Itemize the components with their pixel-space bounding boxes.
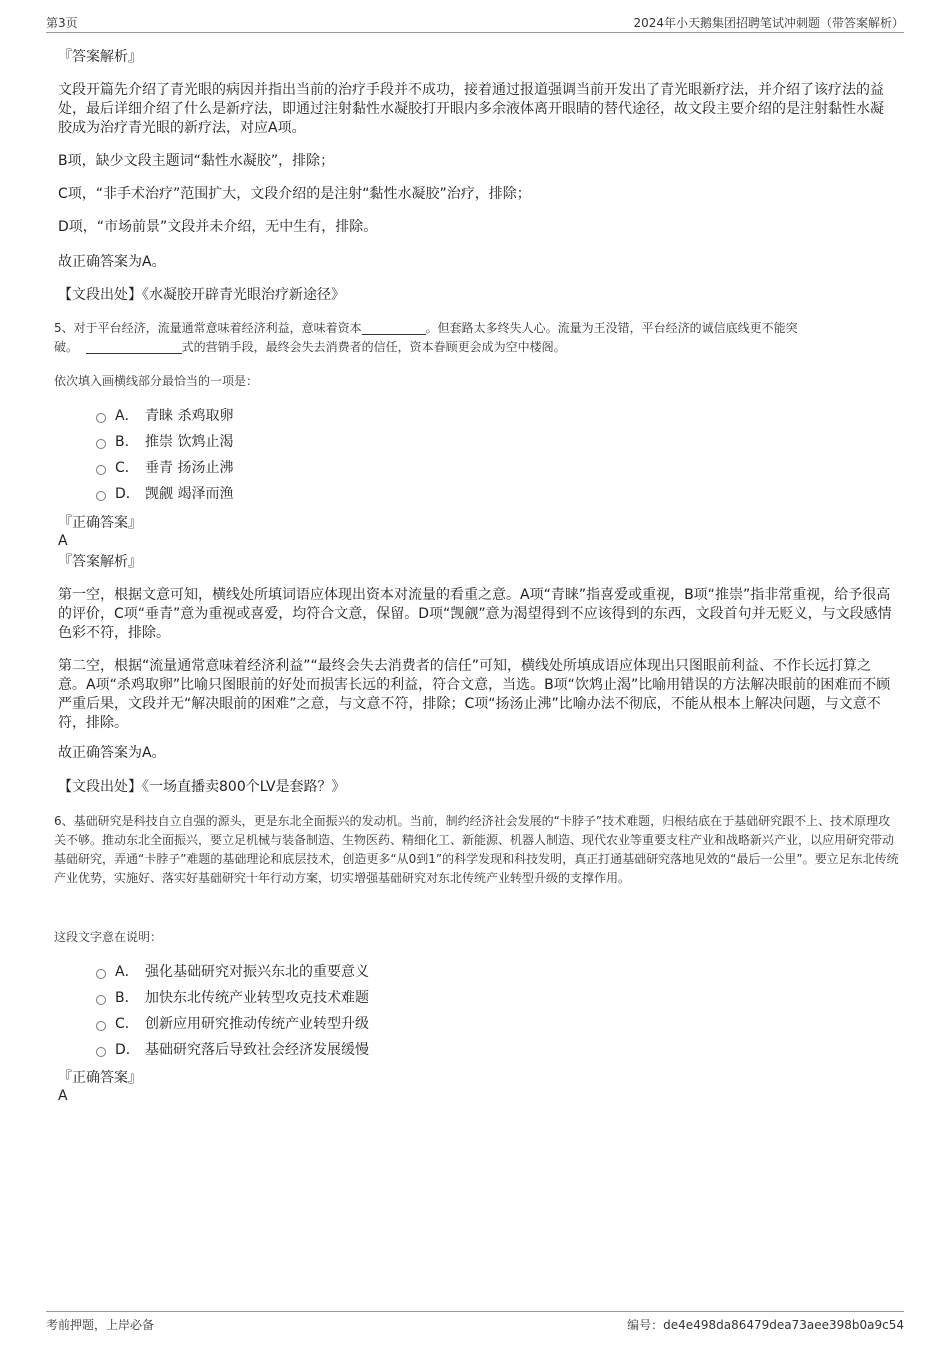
q5-source: 【文段出处】《一场直播卖800个LV是套路？》: [58, 779, 346, 795]
page-number: 第3页: [46, 16, 78, 30]
q5-stem-part2: 。但套路太多终失人心。流量为王没错，平台经济的诚信底线更不能突: [425, 321, 798, 335]
q6-option-b[interactable]: B． 加快东北传统产业转型攻克技术难题: [96, 989, 369, 1008]
q5-option-a[interactable]: A． 青睐 杀鸡取卵: [96, 407, 233, 426]
q5-blank-1: [362, 322, 426, 335]
q5-analysis-para2: 第二空，根据“流量通常意味着经济利益”“最终会失去消费者的信任”可知，横线处所填成语应体现出只图眼前利益、不作长远打算之意。A项“杀鸡取卵”比喻只图眼前的好处而损害长远的利益，符合文意，当选。B项“饮鸩止渴”比喻用错误的方法解决眼前的困难而不顾严重后果，文段并无“解决眼前的困难”之意，与文意不符，排除；C项“扬汤止沸”比喻办法不彻底，不能从根本上解决问题，与文意不符，排除。: [58, 658, 891, 731]
q4-option-d-analysis: D项，“市场前景”文段并未介绍，无中生有，排除。: [58, 219, 378, 235]
q5-option-b[interactable]: B． 推崇 饮鸩止渴: [96, 433, 233, 452]
radio-icon[interactable]: [96, 439, 106, 449]
q4-source: 【文段出处】《水凝胶开辟青光眼治疗新途径》: [58, 287, 345, 303]
q5-analysis-label: 『答案解析』: [58, 554, 142, 570]
q6-answer: A: [58, 1088, 68, 1104]
q4-option-b-analysis: B项，缺少文段主题词“黏性水凝胶”，排除；: [58, 153, 335, 169]
q5-stem: [54, 319, 899, 357]
radio-icon[interactable]: [96, 491, 106, 501]
radio-icon[interactable]: [96, 413, 106, 423]
page-header: [46, 14, 904, 33]
q4-analysis-label: 『答案解析』: [58, 49, 142, 65]
radio-icon[interactable]: [96, 1047, 106, 1057]
q5-option-c[interactable]: C． 垂青 扬汤止沸: [96, 459, 233, 478]
q6-option-a[interactable]: A． 强化基础研究对振兴东北的重要意义: [96, 963, 369, 982]
q6-prompt: 这段文字意在说明：: [54, 930, 163, 944]
q5-answer: A: [58, 533, 68, 549]
q6-answer-label: 『正确答案』: [58, 1070, 142, 1086]
q6-option-c[interactable]: C． 创新应用研究推动传统产业转型升级: [96, 1015, 369, 1034]
page-footer: [46, 1311, 904, 1332]
radio-icon[interactable]: [96, 995, 106, 1005]
q6-stem: 6、基础研究是科技自立自强的源头，更是东北全面振兴的发动机。当前，制约经济社会发展的“卡脖子”技术难题，归根结底在于基础研究跟不上、技术原理攻关不够。推动东北全面振兴，要立足机械与装备制造、生物医药、精细化工、新能源、机器人制造、现代农业等重要支柱产业和战略新兴产业，以应用研究带动基础研究，弄通“卡脖子”难题的基础理论和底层技术，创造更多“从0到1”的科学发现和科技发明，真正打通基础研究落地见效的“最后一公里”。要立足东北传统产业优势，实施好、落实好基础研究十年行动方案，切实增强基础研究对东北传统产业转型升级的支撑作用。: [54, 814, 899, 885]
document-code: 编号：de4e498da86479dea73aee398b0a9c54: [627, 1318, 904, 1332]
q4-analysis-para: 文段开篇先介绍了青光眼的病因并指出当前的治疗手段并不成功，接着通过报道强调当前开发出了青光眼新疗法，并介绍了该疗法的益处，最后详细介绍了什么是新疗法，即通过注射黏性水凝胶打开眼内多余液体离开眼睛的替代途径，故文段主要介绍的是注射黏性水凝胶成为治疗青光眼的新疗法，对应A项。: [58, 82, 884, 136]
radio-icon[interactable]: [96, 1021, 106, 1031]
q5-stem-part3: 破。: [54, 340, 79, 354]
q5-prompt: 依次填入画横线部分最恰当的一项是：: [54, 374, 259, 388]
q5-blank-2: [86, 341, 182, 354]
radio-icon[interactable]: [96, 465, 106, 475]
footer-slogan: 考前押题，上岸必备: [46, 1318, 155, 1332]
q4-conclusion: 故正确答案为A。: [58, 254, 166, 270]
radio-icon[interactable]: [96, 969, 106, 979]
q5-option-d[interactable]: D． 觊觎 竭泽而渔: [96, 485, 233, 504]
q5-stem-part1: 5、对于平台经济，流量通常意味着经济利益，意味着资本: [54, 321, 362, 335]
q5-analysis-para1: 第一空，根据文意可知，横线处所填词语应体现出资本对流量的看重之意。A项“青睐”指喜爱或重视，B项“推崇”指非常重视，给予很高的评价，C项“垂青”意为重视或喜爱，均符合文意，保留。D项“觊觎”意为渴望得到不应该得到的东西，文段首句并无贬义，与文段感情色彩不符，排除。: [58, 587, 892, 641]
q4-option-c-analysis: C项，“非手术治疗”范围扩大，文段介绍的是注射“黏性水凝胶”治疗，排除；: [58, 186, 531, 202]
q5-conclusion: 故正确答案为A。: [58, 745, 166, 761]
document-title: 2024年小天鹅集团招聘笔试冲刺题（带答案解析）: [633, 16, 904, 30]
q5-answer-label: 『正确答案』: [58, 515, 142, 531]
q5-stem-part4: 式的营销手段，最终会失去消费者的信任，资本眷顾更会成为空中楼阁。: [181, 340, 566, 354]
q6-option-d[interactable]: D． 基础研究落后导致社会经济发展缓慢: [96, 1041, 369, 1060]
